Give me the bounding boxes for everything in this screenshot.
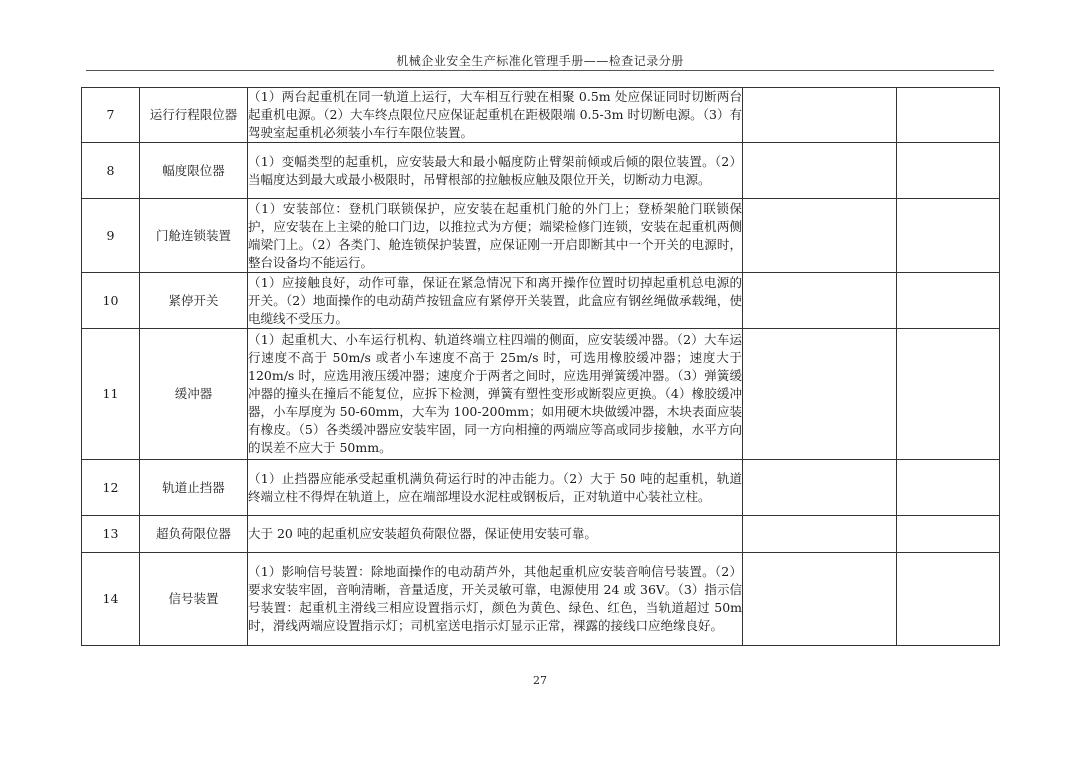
- result-cell: [743, 329, 897, 460]
- page-number: 27: [533, 674, 547, 687]
- result-cell: [743, 516, 897, 553]
- result-cell: [743, 273, 897, 329]
- remark-cell: [897, 553, 1000, 646]
- row-number: 7: [82, 88, 140, 143]
- table-row: [82, 199, 1000, 273]
- item-name: 门舱连锁装置: [140, 199, 248, 273]
- remark-cell: [897, 329, 1000, 460]
- table-row: [82, 329, 1000, 460]
- table-row: [82, 273, 1000, 329]
- inspection-table: [81, 87, 1000, 646]
- requirement-text: （1）止挡器应能承受起重机满负荷运行时的冲击能力。（2）大于 50 吨的起重机，轨道终端立柱不得焊在轨道上，应在端部埋设水泥柱或钢板后，正对轨道中心装社立柱。: [248, 460, 743, 516]
- result-cell: [743, 199, 897, 273]
- header-divider: [86, 70, 994, 71]
- row-number: 10: [82, 273, 140, 329]
- row-number: 13: [82, 516, 140, 553]
- remark-cell: [897, 273, 1000, 329]
- row-number: 9: [82, 199, 140, 273]
- row-number: 8: [82, 143, 140, 199]
- table-row: [82, 143, 1000, 199]
- remark-cell: [897, 460, 1000, 516]
- result-cell: [743, 88, 897, 143]
- remark-cell: [897, 516, 1000, 553]
- table-row: [82, 460, 1000, 516]
- requirement-text: （1）变幅类型的起重机，应安装最大和最小幅度防止臂架前倾或后倾的限位装置。（2）当幅度达到最大或最小极限时，吊臂根部的拉触板应触及限位开关，切断动力电源。: [248, 143, 743, 199]
- result-cell: [743, 143, 897, 199]
- table-row: [82, 88, 1000, 143]
- remark-cell: [897, 88, 1000, 143]
- remark-cell: [897, 199, 1000, 273]
- item-name: 信号装置: [140, 553, 248, 646]
- item-name: 紧停开关: [140, 273, 248, 329]
- item-name: 轨道止挡器: [140, 460, 248, 516]
- result-cell: [743, 460, 897, 516]
- item-name: 超负荷限位器: [140, 516, 248, 553]
- item-name: 幅度限位器: [140, 143, 248, 199]
- requirement-text: （1）两台起重机在同一轨道上运行，大车相互行驶在相聚 0.5m 处应保证同时切断两台起重机电源。（2）大车终点限位尺应保证起重机在距极限端 0.5-3m 时切断电源。（3）有驾驶室起重机必须装小车行车限位装置。: [248, 88, 743, 143]
- requirement-text: （1）安装部位：登机门联锁保护，应安装在起重机门舱的外门上；登桥架舱门联锁保护，应安装在上主梁的舱口门边，以推拉式为方便；端梁检修门连锁，安装在起重机两侧端梁门上。（2）各类门、舱连锁保护装置，应保证刚一开启即断其中一个开关的电源时，整台设备均不能运行。: [248, 199, 743, 273]
- page-header-title: 机械企业安全生产标准化管理手册——检查记录分册: [396, 54, 684, 68]
- table-row: [82, 553, 1000, 646]
- row-number: 11: [82, 329, 140, 460]
- requirement-text: （1）应接触良好，动作可靠，保证在紧急情况下和离开操作位置时切掉起重机总电源的开关。（2）地面操作的电动葫芦按钮盒应有紧停开关装置，此盒应有钢丝绳做承载绳，使电缆线不受压力。: [248, 273, 743, 329]
- item-name: 缓冲器: [140, 329, 248, 460]
- item-name: 运行行程限位器: [140, 88, 248, 143]
- row-number: 14: [82, 553, 140, 646]
- result-cell: [743, 553, 897, 646]
- requirement-text: （1）起重机大、小车运行机构、轨道终端立柱四端的侧面，应安装缓冲器。（2）大车运行速度不高于 50m/s 或者小车速度不高于 25m/s 时，可选用橡胶缓冲器；速度大于 120m/s 时，应选用液压缓冲器；速度介于两者之间时，应选用弹簧缓冲器。（3）弹簧缓冲器的撞头在撞后不能复位，应拆下检测，弹簧有塑性变形或断裂应更换。（4）橡胶缓冲器，小车厚度为 50-60mm，大车为 100-200mm；如用硬木块做缓冲器，木块表面应装有橡皮。（5）各类缓冲器应安装牢固，同一方向相撞的两端应等高或同步接触，水平方向的误差不应大于 50mm。: [248, 329, 743, 460]
- requirement-text: 大于 20 吨的起重机应安装超负荷限位器，保证使用安装可靠。: [248, 516, 743, 553]
- row-number: 12: [82, 460, 140, 516]
- requirement-text: （1）影响信号装置：除地面操作的电动葫芦外，其他起重机应安装音响信号装置。（2）要求安装牢固，音响清晰，音量适度，开关灵敏可靠，电源使用 24 或 36V。（3）指示信号装置：起重机主滑线三相应设置指示灯，颜色为黄色、绿色、红色，当轨道超过 50m 时，滑线两端应设置指示灯；司机室送电指示灯显示正常，裸露的接线口应绝缘良好。: [248, 553, 743, 646]
- table-row: [82, 516, 1000, 553]
- remark-cell: [897, 143, 1000, 199]
